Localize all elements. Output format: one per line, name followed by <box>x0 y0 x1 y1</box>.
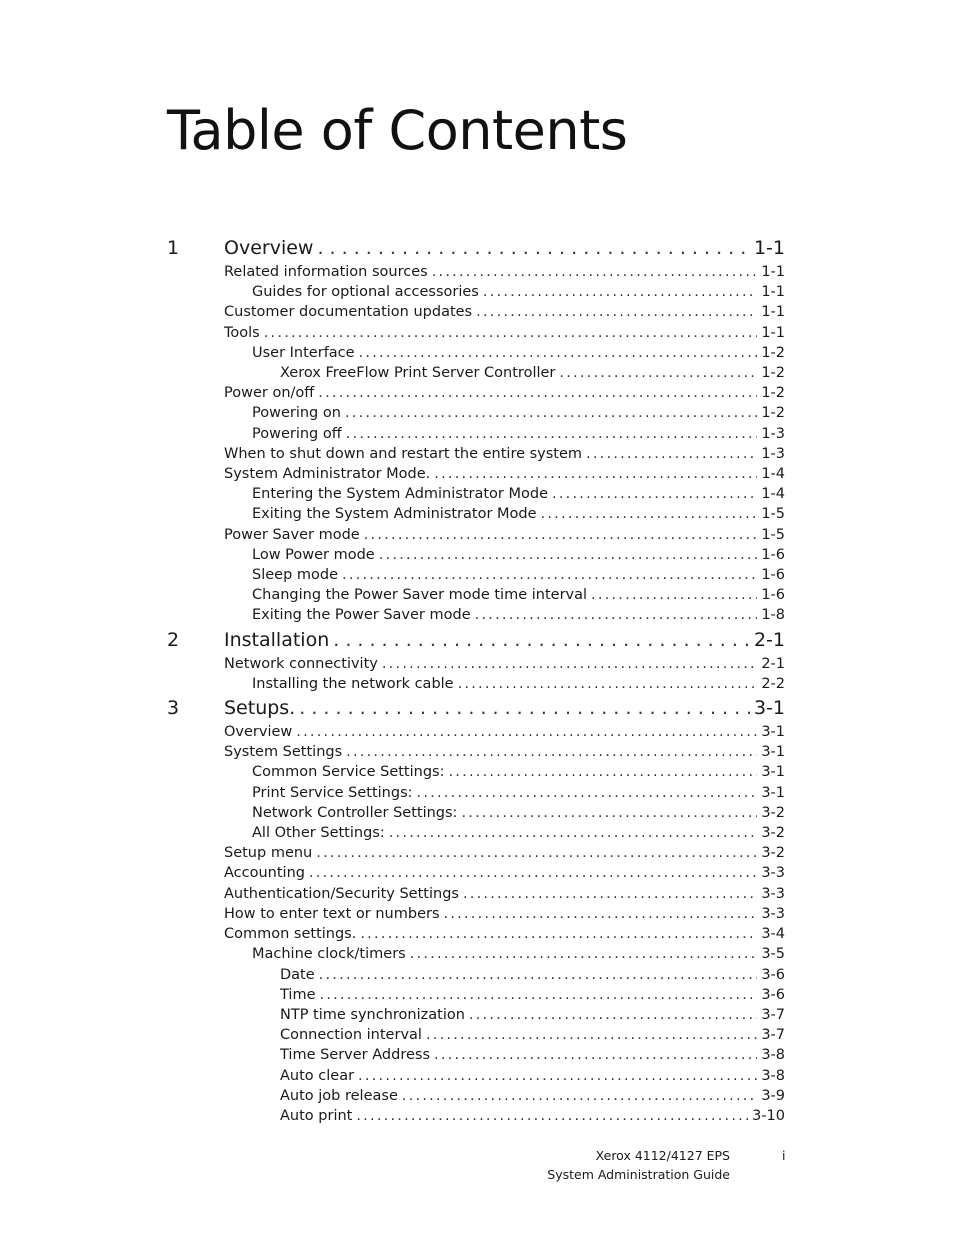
toc-entry-label: Time <box>280 986 316 1003</box>
toc-entry-label: Auto print <box>280 1107 353 1124</box>
toc-entry-label: Customer documentation updates <box>224 304 473 321</box>
toc-entry-page-number: 3-6 <box>761 986 785 1003</box>
toc-entry-row <box>280 1025 785 1045</box>
toc-entry-row <box>252 484 785 504</box>
chapter-row <box>224 694 785 722</box>
toc-entry[interactable] <box>167 323 785 343</box>
toc-entry[interactable] <box>167 484 785 504</box>
chapter-page-number: 1-1 <box>753 237 785 259</box>
toc-entry[interactable] <box>167 545 785 565</box>
toc-entry-row <box>252 762 785 782</box>
toc-entry-label: When to shut down and restart the entire system <box>224 445 583 462</box>
toc-entry-page-number: 3-1 <box>761 744 785 761</box>
toc-entry-page-number: 1-6 <box>761 567 785 584</box>
toc-entry-row <box>280 1066 785 1086</box>
toc-entry[interactable] <box>167 565 785 585</box>
toc-entry-label: Print Service Settings: <box>252 784 413 801</box>
toc-entry[interactable] <box>167 343 785 363</box>
toc-entry[interactable] <box>167 444 785 464</box>
toc-entry-page-number: 3-2 <box>761 825 785 842</box>
toc-entry-label: Guides for optional accessories <box>252 284 479 301</box>
dot-leader <box>356 1106 748 1126</box>
toc-entry-page-number: 3-2 <box>761 845 785 862</box>
toc-entry-page-number: 1-2 <box>761 344 785 361</box>
toc-entry[interactable] <box>167 383 785 403</box>
toc-entry-label: Network Controller Settings: <box>252 804 458 821</box>
toc-entry-label: Connection interval <box>280 1027 422 1044</box>
toc-entry-label: Related information sources <box>224 264 428 280</box>
dot-leader <box>586 444 757 464</box>
toc-entry-row <box>252 944 785 964</box>
toc-entry-label: Sleep mode <box>252 567 339 584</box>
toc-entry-row <box>224 924 785 944</box>
toc-entry-row <box>252 585 785 605</box>
toc-entry[interactable] <box>167 924 785 944</box>
chapter-title: Overview <box>224 237 314 259</box>
toc-entry-page-number: 3-3 <box>761 905 785 922</box>
chapter-number: 1 <box>167 237 180 259</box>
dot-leader <box>333 626 750 654</box>
dot-leader <box>316 843 757 863</box>
dot-leader <box>591 585 757 605</box>
toc-entry[interactable] <box>167 424 785 444</box>
toc-entry-row <box>252 803 785 823</box>
toc-entry-page-number: 1-3 <box>761 445 785 462</box>
toc-entry-label: NTP time synchronization <box>280 1006 465 1023</box>
dot-leader <box>402 1086 757 1106</box>
toc-entry[interactable] <box>167 762 785 782</box>
page-title: Table of Contents <box>167 99 628 162</box>
toc-entry[interactable] <box>167 965 785 985</box>
toc-entry-row <box>224 444 785 464</box>
toc-entry[interactable] <box>167 585 785 605</box>
dot-leader <box>432 262 758 282</box>
toc-entry[interactable] <box>167 464 785 484</box>
dot-leader <box>463 884 757 904</box>
toc-entry-label: Installing the network cable <box>252 675 454 692</box>
chapter-heading[interactable] <box>167 694 785 722</box>
dot-leader <box>559 363 757 383</box>
dot-leader <box>296 722 757 742</box>
toc-entry[interactable] <box>167 944 785 964</box>
toc-entry-row <box>224 464 785 484</box>
toc-entry-row <box>252 565 785 585</box>
toc-entry[interactable] <box>167 783 785 803</box>
toc-entry[interactable] <box>167 863 785 883</box>
toc-entry[interactable] <box>167 525 785 545</box>
toc-entry-page-number: 3-8 <box>761 1047 785 1064</box>
toc-entry-label: Time Server Address <box>280 1047 430 1064</box>
dot-leader <box>434 1045 757 1065</box>
toc-entry-page-number: 1-4 <box>761 466 785 483</box>
toc-entry-page-number: 3-1 <box>761 764 785 781</box>
dot-leader <box>319 965 758 985</box>
toc-entry-page-number: 1-4 <box>761 486 785 503</box>
toc-entry-label: Exiting the Power Saver mode <box>252 607 471 624</box>
dot-leader <box>364 525 758 545</box>
toc-entry-page-number: 1-1 <box>761 304 785 321</box>
toc-entry[interactable] <box>167 302 785 322</box>
dot-leader <box>345 403 757 423</box>
toc-entry[interactable] <box>167 843 785 863</box>
chapter-heading[interactable] <box>167 626 785 654</box>
toc-entry-label: System Administrator Mode. <box>224 466 431 483</box>
toc-entry-row <box>252 343 785 363</box>
toc-entry-page-number: 1-2 <box>761 365 785 382</box>
toc-entry-page-number: 3-3 <box>761 885 785 902</box>
toc-entry[interactable] <box>167 1106 785 1126</box>
dot-leader <box>448 762 757 782</box>
toc-entry-row <box>252 674 785 694</box>
toc-entry-row <box>224 884 785 904</box>
dot-leader <box>346 742 757 762</box>
dot-leader <box>552 484 757 504</box>
toc-entry-row <box>280 1045 785 1065</box>
footer-product: Xerox 4112/4127 EPS <box>595 1148 730 1163</box>
dot-leader <box>320 985 758 1005</box>
dot-leader <box>469 1005 757 1025</box>
toc-entry-page-number: 1-5 <box>761 526 785 543</box>
toc-entry-row <box>224 843 785 863</box>
toc-entry[interactable] <box>167 742 785 762</box>
toc-entry[interactable] <box>167 605 785 625</box>
toc-entry-page-number: 3-4 <box>761 926 785 943</box>
toc-entry-label: Power on/off <box>224 385 315 402</box>
toc-entry-label: Overview <box>224 724 293 741</box>
toc-entry[interactable] <box>167 904 785 924</box>
chapter-page-number: 2-1 <box>753 628 785 651</box>
toc-entry-page-number: 3-7 <box>761 1027 785 1044</box>
toc-entry-row <box>252 605 785 625</box>
footer-guide-title: System Administration Guide <box>547 1167 730 1182</box>
toc-entry-page-number: 1-1 <box>761 284 785 301</box>
chapter-number: 2 <box>167 628 180 651</box>
toc-entry-page-number: 1-1 <box>761 324 785 341</box>
toc-entry-row <box>224 383 785 403</box>
toc-entry-label: Accounting <box>224 865 305 882</box>
dot-leader <box>318 383 757 403</box>
dot-leader <box>358 1066 757 1086</box>
toc-entry-row <box>280 1005 785 1025</box>
toc-entry-row <box>280 1086 785 1106</box>
toc-entry-row <box>252 403 785 423</box>
toc-entry-label: Auto clear <box>280 1067 355 1084</box>
toc-entry[interactable] <box>167 403 785 423</box>
toc-entry-label: Auto job release <box>280 1087 398 1104</box>
toc-entry-row <box>252 282 785 302</box>
toc-entry-label: Power Saver mode <box>224 526 360 543</box>
toc-entry-row <box>252 783 785 803</box>
toc-entry-page-number: 3-10 <box>752 1107 785 1124</box>
toc-entry-label: Powering off <box>252 425 342 442</box>
toc-entry-label: Common settings. <box>224 926 357 943</box>
toc-entry-label: Xerox FreeFlow Print Server Controller <box>280 365 556 382</box>
toc-entry-label: Machine clock/timers <box>252 946 406 963</box>
chapter-row <box>224 626 785 654</box>
toc-entry-page-number: 3-8 <box>761 1067 785 1084</box>
toc-entry-row <box>224 262 785 282</box>
chapter-heading[interactable] <box>167 234 785 262</box>
toc-entry-label: Exiting the System Administrator Mode <box>252 506 537 523</box>
dot-leader <box>346 424 758 444</box>
toc-entry-page-number: 3-1 <box>761 724 785 741</box>
toc-entry-row <box>252 424 785 444</box>
toc-entry-row <box>224 742 785 762</box>
dot-leader <box>382 654 757 674</box>
toc-entry-page-number: 1-1 <box>761 264 785 280</box>
toc-entry-row <box>224 722 785 742</box>
dot-leader <box>444 904 758 924</box>
dot-leader <box>434 464 757 484</box>
toc-entry-page-number: 2-2 <box>761 675 785 692</box>
toc-entry-page-number: 1-2 <box>761 405 785 422</box>
toc-entry[interactable] <box>167 1025 785 1045</box>
toc-entry-label: How to enter text or numbers <box>224 905 440 922</box>
toc-entry-row <box>224 654 785 674</box>
toc-entry-label: Entering the System Administrator Mode <box>252 486 548 503</box>
toc-entry-row <box>224 863 785 883</box>
toc-entry-row <box>252 545 785 565</box>
toc-entry-label: Network connectivity <box>224 655 378 672</box>
toc-entry-label: System Settings <box>224 744 343 761</box>
toc-entry[interactable] <box>167 803 785 823</box>
dot-leader <box>476 302 757 322</box>
dot-leader <box>426 1025 757 1045</box>
dot-leader <box>458 674 758 694</box>
toc-entry-page-number: 1-6 <box>761 546 785 563</box>
toc-entry[interactable] <box>167 985 785 1005</box>
toc-entry-page-number: 2-1 <box>761 655 785 672</box>
dot-leader <box>483 282 757 302</box>
toc-entry[interactable] <box>167 1005 785 1025</box>
dot-leader <box>475 605 758 625</box>
dot-leader <box>299 694 750 722</box>
toc-entry[interactable] <box>167 884 785 904</box>
toc-entry-label: Date <box>280 966 315 983</box>
toc-entry-row <box>224 323 785 343</box>
toc-entry-row <box>224 302 785 322</box>
toc-entry-page-number: 1-2 <box>761 385 785 402</box>
toc-entry-page-number: 3-1 <box>761 784 785 801</box>
toc-entry-row <box>280 965 785 985</box>
dot-leader <box>264 323 758 343</box>
toc-entry[interactable] <box>167 722 785 742</box>
toc-entry-label: All Other Settings: <box>252 825 385 842</box>
toc-entry-row <box>252 504 785 524</box>
dot-leader <box>417 783 758 803</box>
toc-entry[interactable] <box>167 1045 785 1065</box>
toc-entry-page-number: 1-6 <box>761 587 785 604</box>
dot-leader <box>342 565 757 585</box>
toc-entry-row <box>280 985 785 1005</box>
chapter-title: Setups. <box>224 697 296 720</box>
toc-entry-label: Low Power mode <box>252 546 375 563</box>
toc-entry-page-number: 1-8 <box>761 607 785 624</box>
toc-entry-label: Common Service Settings: <box>252 764 445 781</box>
toc-entry[interactable] <box>167 654 785 674</box>
toc-entry[interactable] <box>167 823 785 843</box>
toc-entry-page-number: 3-3 <box>761 865 785 882</box>
toc-entry-page-number: 1-3 <box>761 425 785 442</box>
toc-entry-row <box>280 363 785 383</box>
dot-leader <box>359 343 758 363</box>
toc-entry-page-number: 1-5 <box>761 506 785 523</box>
chapter-title: Installation <box>224 628 330 651</box>
dot-leader <box>360 924 757 944</box>
footer-page-number: i <box>782 1148 786 1163</box>
toc-entry-page-number: 3-5 <box>761 946 785 963</box>
toc-entry-page-number: 3-6 <box>761 966 785 983</box>
dot-leader <box>379 545 758 565</box>
dot-leader <box>461 803 757 823</box>
toc-entry[interactable] <box>167 1086 785 1106</box>
toc-entry-label: Authentication/Security Settings <box>224 885 459 902</box>
toc-entry-page-number: 3-7 <box>761 1006 785 1023</box>
dot-leader <box>410 944 758 964</box>
toc-entry-label: Tools <box>224 324 260 341</box>
dot-leader <box>389 823 758 843</box>
toc-entry-row <box>224 904 785 924</box>
toc-entry[interactable] <box>167 262 785 282</box>
toc-entry[interactable] <box>167 674 785 694</box>
toc-entry-label: User Interface <box>252 344 355 361</box>
dot-leader <box>317 234 750 262</box>
toc-entry-row <box>224 525 785 545</box>
toc-entry-label: Setup menu <box>224 845 313 862</box>
toc-entry-row <box>252 823 785 843</box>
chapter-number: 3 <box>167 697 180 720</box>
toc-entry[interactable] <box>167 363 785 383</box>
toc-entry-page-number: 3-9 <box>761 1087 785 1104</box>
page-footer <box>547 1146 730 1184</box>
toc-entry[interactable] <box>167 504 785 524</box>
toc-entry-page-number: 3-2 <box>761 804 785 821</box>
toc-entry-label: Powering on <box>252 405 341 422</box>
chapter-row <box>224 234 785 262</box>
dot-leader <box>541 504 758 524</box>
toc-entry-row <box>280 1106 785 1126</box>
table-of-contents <box>167 234 785 1126</box>
toc-entry[interactable] <box>167 282 785 302</box>
dot-leader <box>309 863 757 883</box>
toc-entry[interactable] <box>167 1066 785 1086</box>
chapter-page-number: 3-1 <box>753 697 785 720</box>
toc-entry-label: Changing the Power Saver mode time interval <box>252 587 588 604</box>
